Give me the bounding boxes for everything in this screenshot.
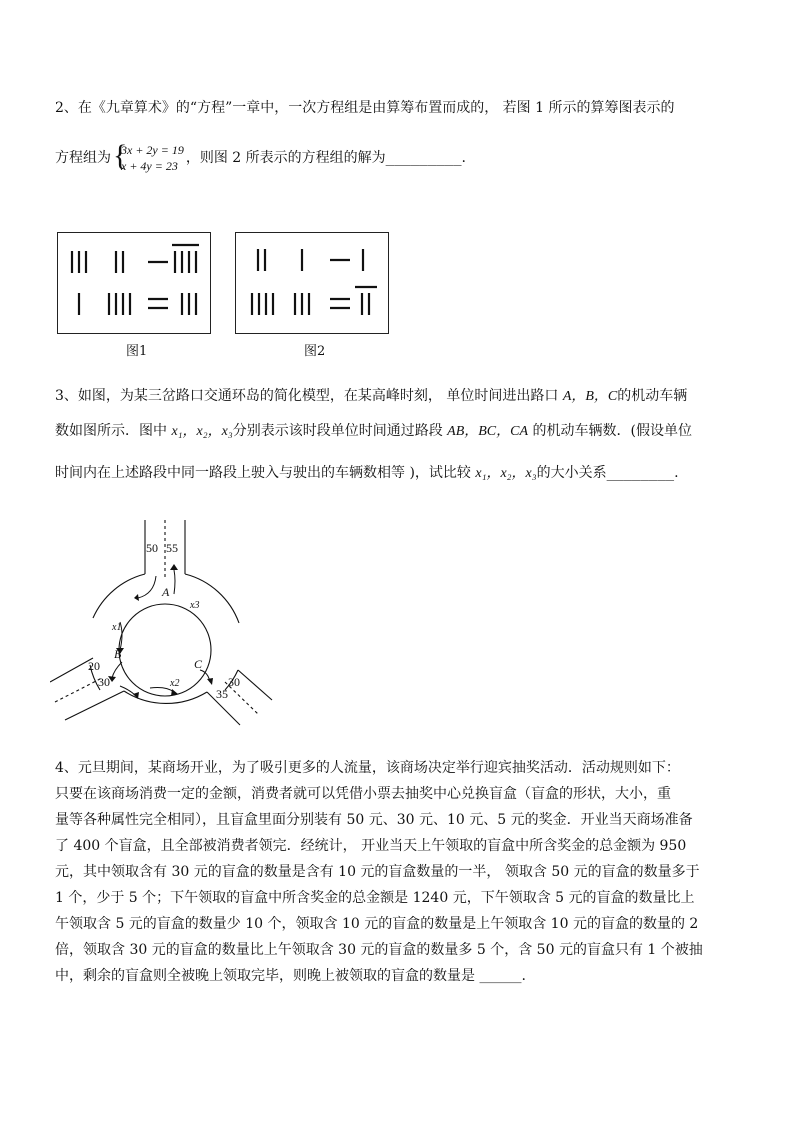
q3-line1-a: 3、如图，为某三岔路口交通环岛的简化模型，在某高峰时刻， 单位时间进出路口 (55, 388, 559, 404)
q3-line2-a: 数如图所示．图中 (55, 423, 167, 439)
q3-variables: x₁，x₂，x₃ (171, 424, 233, 439)
q3-line1-b: 的机动车辆 (617, 388, 688, 404)
counting-rod-figure-1 (57, 232, 211, 334)
q3-end: . (674, 465, 679, 481)
equation-system: { 3x + 2y = 19 x + 4y = 23 (113, 139, 184, 173)
q4-line: 4、元旦期间，某商场开业，为了吸引更多的人流量，该商场决定举行迎宾抽奖活动．活动规则如下： (55, 760, 680, 776)
q2-end: . (461, 150, 466, 166)
answer-blank-q2: _________ (385, 150, 462, 166)
label-30-left: 30 (98, 675, 110, 689)
label-55: 55 (166, 541, 178, 555)
label-B: B (114, 647, 122, 661)
q2-line-1: 2、在《九章算术》的“方程”一章中，一次方程组是由算筹布置而成的， 若图 1 所示的算筹图表示的 (55, 100, 675, 116)
q4-line: 只要在该商场消费一定的金额，消费者就可以凭借小票去抽奖中心兑换盲盒（盲盒的形状，大小，重 (55, 786, 671, 802)
label-x2: x2 (170, 678, 180, 689)
figure-2-caption: 图2 (304, 344, 326, 359)
q4-line: 元，其中领取含有 30 元的盲盒的数量是含有 10 元的盲盒数量的一半， 领取含 50 元的盲盒的数量多于 (55, 864, 700, 880)
q4-line: 倍，领取含 30 元的盲盒的数量比上午领取含 30 元的盲盒的数量多 5 个，含 50 元的盲盒只有 1 个被抽 (55, 942, 703, 958)
label-C: C (194, 657, 203, 671)
q3-line3-b: 的大小关系 (536, 465, 607, 481)
label-A: A (162, 585, 170, 599)
q4-line-last: 中，剩余的盲盒则全被晚上领取完毕，则晚上被领取的盲盒的数量是 ______. (55, 968, 526, 984)
label-20: 20 (88, 659, 100, 673)
equation-1: 3x + 2y = 19 (121, 143, 184, 157)
equation-2: x + 4y = 23 (121, 159, 178, 173)
q3-line-3 (55, 463, 679, 484)
q3-line2-c: 的机动车辆数．(假设单位 (532, 423, 692, 439)
rod-diagram-2 (236, 233, 387, 332)
label-30-right: 30 (228, 675, 240, 689)
label-x3: x3 (190, 600, 200, 611)
q3-line3-a: 时间内在上述路段中同一路段上驶入与驶出的车辆数相等 )，试比较 (55, 465, 471, 481)
q3-line-2 (55, 421, 692, 442)
label-x1: x1 (112, 622, 122, 633)
q3-segments: AB，BC，CA (447, 424, 529, 439)
q4-line: 午领取含 5 元的盲盒的数量少 10 个，领取含 10 元的盲盒的数量是上午领取含 10 元的盲盒的数量的 2 (55, 916, 699, 932)
label-35: 35 (216, 687, 228, 701)
q3-line2-b: 分别表示该时段单位时间通过路段 (232, 423, 443, 439)
q2-line2-post: ，则图 2 所表示的方程组的解为 (185, 150, 386, 166)
label-50: 50 (146, 541, 158, 555)
q2-line-2 (55, 139, 466, 174)
q4-line: 了 400 个盲盒，且全部被消费者领完．经统计， 开业当天上午领取的盲盒中所含奖金的总金额为 950 (55, 838, 687, 854)
counting-rod-figure-2 (235, 232, 389, 334)
q3-line-1 (55, 386, 687, 407)
roundabout-diagram (50, 510, 280, 730)
q4-line: 量等各种属性完全相同），且盲盒里面分别装有 50 元、30 元、10 元、5 元的奖金．开业当天商场准备 (55, 812, 693, 828)
q2-line2-pre: 方程组为 (55, 150, 111, 166)
q3-points: A，B，C (562, 389, 618, 404)
answer-blank-q3: ________ (606, 465, 675, 481)
figure-1-caption: 图1 (126, 344, 148, 359)
q4-paragraph (55, 755, 745, 989)
q4-line: 1 个，少于 5 个；下午领取的盲盒中所含奖金的总金额是 1240 元，下午领取含 5 元的盲盒的数量比上 (55, 890, 695, 906)
inner-circle (119, 604, 211, 696)
q3-variables-compare: x₁，x₂，x₃ (475, 466, 537, 481)
rod-diagram-1 (58, 233, 209, 332)
outer-arc-top-right (185, 574, 239, 623)
